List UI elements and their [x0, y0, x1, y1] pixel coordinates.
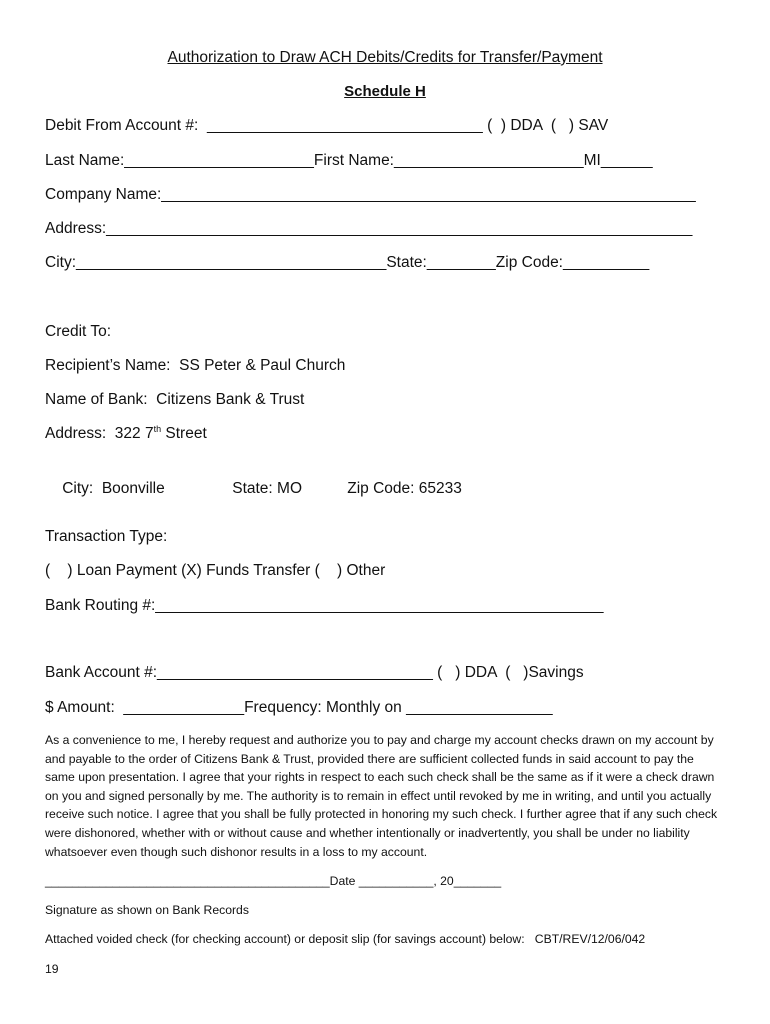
- transaction-options[interactable]: ( ) Loan Payment (X) Funds Transfer ( ) Other: [45, 562, 386, 579]
- schedule-heading: Schedule H: [344, 83, 426, 100]
- signature-date-line[interactable]: __________________________________________Date ___________, 20_______: [45, 874, 502, 888]
- credit-address-superscript: th: [153, 423, 162, 434]
- credit-state: State: MO: [232, 480, 303, 497]
- recipient-name: Recipient’s Name: SS Peter & Paul Church: [45, 357, 346, 374]
- attachment-note: Attached voided check (for checking account) or deposit slip (for savings account) below: CBT/REV/12/06/042: [45, 932, 646, 946]
- credit-address: [45, 424, 207, 444]
- bank-name: Name of Bank: Citizens Bank & Trust: [45, 391, 305, 408]
- credit-to-heading: Credit To:: [45, 323, 112, 340]
- routing-number-field[interactable]: Bank Routing #:____________________________________________________: [45, 597, 604, 614]
- authorization-paragraph: As a convenience to me, I hereby request and authorize you to pay and charge my account checks drawn on my account by and payable to the order of Citizens Bank & Trust, provided there are sufficient collected funds in said account to pay the same upon presentation. I agree that your rights in respect to each such check shall be the same as if it were a check drawn on you and signed personally by me. The authority is to remain in effect until revoked by me in writing, and until you actually receive such notice. I agree that you shall be fully protected in honoring my such check. I further agree that if any such check were dishonored, whether with or without cause and whether intentionally or inadvertently, you shall be under no liability whatsoever even though such dishonor results in a loss to my account.: [45, 733, 718, 859]
- debit-account-field[interactable]: Debit From Account #: ________________________________ ( ) DDA ( ) SAV: [45, 117, 609, 134]
- credit-address-prefix: Address: 322 7: [45, 425, 154, 442]
- credit-city-row: [45, 459, 462, 519]
- bank-account-field[interactable]: Bank Account #:________________________________ ( ) DDA ( )Savings: [45, 664, 584, 681]
- name-fields[interactable]: Last Name:______________________First Name:______________________MI______: [45, 152, 653, 169]
- form-title: Authorization to Draw ACH Debits/Credits for Transfer/Payment: [167, 49, 603, 66]
- amount-frequency-field[interactable]: $ Amount: ______________Frequency: Monthly on _________________: [45, 699, 553, 716]
- address-field[interactable]: Address:____________________________________________________________________: [45, 220, 693, 237]
- transaction-type-heading: Transaction Type:: [45, 528, 168, 545]
- company-name-field[interactable]: Company Name:______________________________________________________________: [45, 186, 696, 203]
- credit-address-suffix: Street: [161, 425, 207, 442]
- credit-zip: Zip Code: 65233: [347, 480, 462, 497]
- signature-label: Signature as shown on Bank Records: [45, 903, 249, 917]
- page-number: 19: [45, 962, 59, 976]
- credit-city: City: Boonville: [62, 480, 165, 497]
- city-state-zip-fields[interactable]: City:____________________________________State:________Zip Code:__________: [45, 254, 650, 271]
